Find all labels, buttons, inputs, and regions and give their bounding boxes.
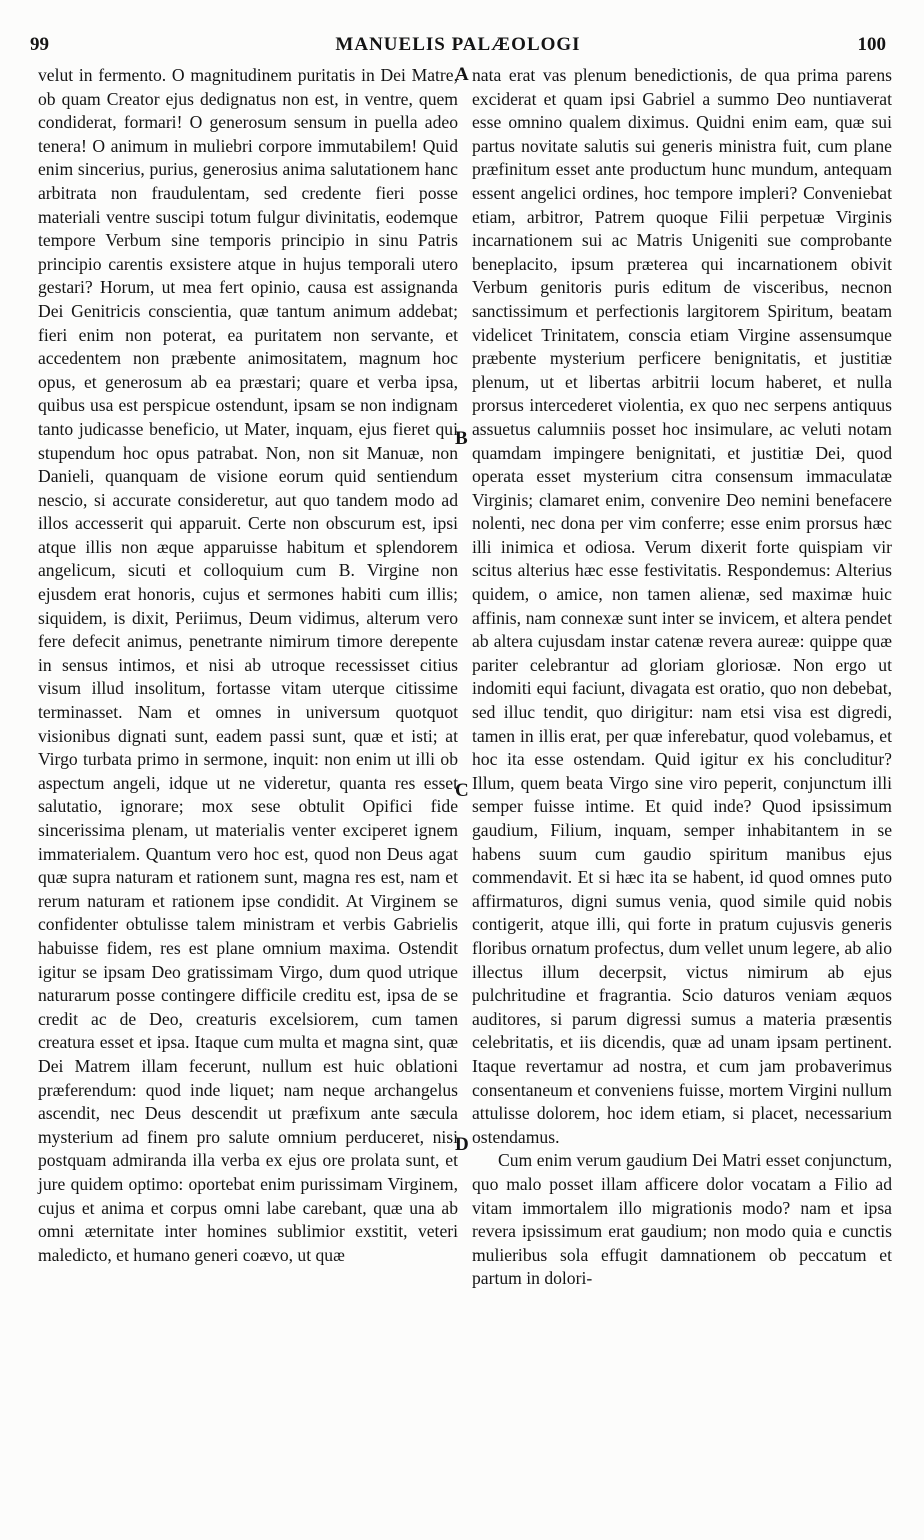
margin-letter-a: A (455, 64, 469, 85)
margin-letter-c: C (455, 780, 469, 801)
right-column (472, 64, 892, 1291)
right-column-paragraph-1: nata erat vas plenum benedictionis, de qua prima parens exciderat et quam ipsi Gabriel a summo Deo nuntiaverat esse omnino qualem diximus. Quidni enim eam, quæ sui partus novitate salutis sui generis ministra fuit, cum plane præfinitum esset ante productum hunc mundum, antequam essent angelici ordines, hoc tempore impleri? Conveniebat etiam, arbitror, Patrem quoque Filii perpetuæ Virginis incarnationem sui ac Matris Unigeniti sue comprobante beneplacito, ipsum præterea qui incarnationem obivit Verbum genitoris puris editum de visceribus, necnon sanctissimum et perfectionis largitorem Spiritum, beatam videlicet Trinitatem, conscia etiam Virgine assensumque præbente mysterium perficere benignitatis, et justitiæ plenum, ut et libertas arbitrii locum haberet, et nulla prorsus intercederet violentia, ex quo nec serpens antiquus assuetus calumniis posset hoc insimulare, ac veluti notam quamdam impingere benignitati, et justitiæ Dei, quod operata esset mysterium citra consensum immaculatæ Virginis; clamaret enim, convenire Deo nemini benefacere nolenti, nec dona per vim conferre; esse enim prorsus hæc illi inimica et odiosa. Verum dixerit forte quispiam vir scitus alterius hæc esse festivitatis. Respondemus: Alterius quidem, o amice, non tamen alienæ, sed maximæ huic affinis, nam connexæ sunt inter se invicem, et altera pendet ab altera cujusdam instar catenæ revera aureæ: quippe quæ pariter celebrantur ad gloriam gloriosæ. Non ergo ut indomiti equi faciunt, divagata est oratio, quo non debebat, sed illuc tendit, quo dirigitur: nam etsi visa est digredi, tamen in illis erat, per quæ inferebatur, quod volebamus, et hoc ita esse ostendam. Quid igitur ex his concluditur? Illum, quem beata Virgo sine viro peperit, conjunctum illi semper fuisse intime. Et quid inde? Quod ipsissimum gaudium, Filium, inquam, semper inhabitantem in se habens suum cum gaudio spiritum manibus ejus commendavit. Et si hæc ita se habent, id quod omnes puto affirmaturos, digni sumus venia, quod simile quid nobis contigerit, atque illi, qui forte in pratum cujusvis generis floribus ornatum profectus, dum vellet unum legere, ab alio illectus illum decerpsit, victus nimirum ab ejus pulchritudine et fragrantia. Scio daturos veniam æquos auditores, si parum digressi sumus a materia præsentis celebritatis, et iis dicendis, quæ ad unam ipsam pertinent. Itaque revertamur ad nostra, et cum jam probaverimus consentaneum et conveniens fuisse, mortem Virgini nullum attulisse dolorem, hoc idem etiam, si placet, necessarium ostendamus. (472, 65, 892, 1147)
margin-letter-d: D (455, 1134, 469, 1155)
margin-letter-b: B (455, 428, 468, 449)
page-number-right: 100 (857, 34, 886, 55)
right-column-paragraph-2: Cum enim verum gaudium Dei Matri esset conjunctum, quo malo posset illam afficere dolor vocatam a Filio ad vitam immortalem illo migrationis modo? nam et ipsa revera ipsissimum erat gaudium; non modo quia e cunctis mulieribus sola effugit damnationem ob peccatum et partum in dolori- (472, 1150, 892, 1289)
left-column (38, 64, 458, 1267)
running-title: MANUELIS PALÆOLOGI (335, 34, 581, 55)
left-column-text: velut in fermento. O magnitudinem puritatis in Dei Matre, ob quam Creator ejus dedignatus non est, in ventre, quem condiderat, formari! O generosum sensum in puella adeo tenera! O animum in muliebri corpore immutabilem! Quid enim sincerius, purius, generosius anima salutationem hanc arbitrata non fraudulentam, sed credente fieri posse materiali ventre suscipi totum fulgur divinitatis, eodemque tempore Verbum sine temporis principio in sinu Patris principio carentis exsistere atque in hujus temporali utero gestari? Horum, ut mea fert opinio, causa est assignanda Dei Genitricis conscientia, quæ tantum animum addebat; fieri enim non poterat, ea puritatem non servante, et accedentem non præbente animositatem, magnum hoc opus, et generosum ab ea præstari; quare et verba ipsa, quibus usa est perspicue ostendunt, ipsam se non indignam tanto judicasse beneficio, ut Mater, inquam, ejus fieret qui stupendum hoc opus patrabat. Non, non sit Manuæ, non Danieli, quanquam de visione eorum quid sentiendum nescio, si accurate consideretur, aut quo tandem modo ad illos accesserit qui apparuit. Certe non obscurum est, ipsi atque illis non æque apparuisse habitum et splendorem angelicum, sicuti et colloquium cum B. Virgine non ejusdem erat honoris, cujus et sermones habiti cum illis; siquidem, is dixit, Periimus, Deum vidimus, alterum vero fere defecit animus, penetrante nimirum timore derepente in sensus intimos, et nisi ab utroque recessisset citius visum illud insolitum, fortasse vitam uterque citissime terminasset. Nam et omnes in universum quotquot visionibus dignati sunt, eadem passi sunt, quæ et isti; at Virgo turbata primo in sermone, inquit: non enim ut illi ob aspectum angeli, idque ut ne videretur, quanta res esset salutatio, ignorare; mox sese obtulit Opifici fide sincerissima plenam, ut materialis venter exciperet ignem immaterialem. Quantum vero hoc est, quod non Deus agat quæ supra naturam et rationem sunt, magna res est, nam et rerum naturam et rationem ipse condidit. At Virginem se confidenter obtulisse talem ministram et verbis Gabrielis habuisse fidem, res est plane omnium maxima. Ostendit igitur se ipsam Deo gratissimam Virgo, dum quod utrique naturarum posse contingere difficile creditu est, ipsa de se credit ac de Deo, creaturis excelsiorem, cum tamen creatura esset et ipsa. Itaque cum multa et magna sint, quæ Dei Matrem illam fecerunt, nullum est huic oblationi præferendum: quod inde liquet; nam neque archangelus ascendit, nec Deus descendit ut præfixum ante sæcula mysterium ad finem pro salute omnium perduceret, nisi postquam admiranda illa verba ex ejus ore prolata sunt, et jure quidem optimo: oportebat enim purissimam Virginem, cujus et anima et corpus omni labe carebant, quæ una ab omni æternitate inter homines sublimior exstitit, veteri maledicto, et humano generi coævo, ut quæ (38, 65, 458, 1265)
running-header (30, 34, 886, 58)
page-number-left: 99 (30, 34, 49, 55)
